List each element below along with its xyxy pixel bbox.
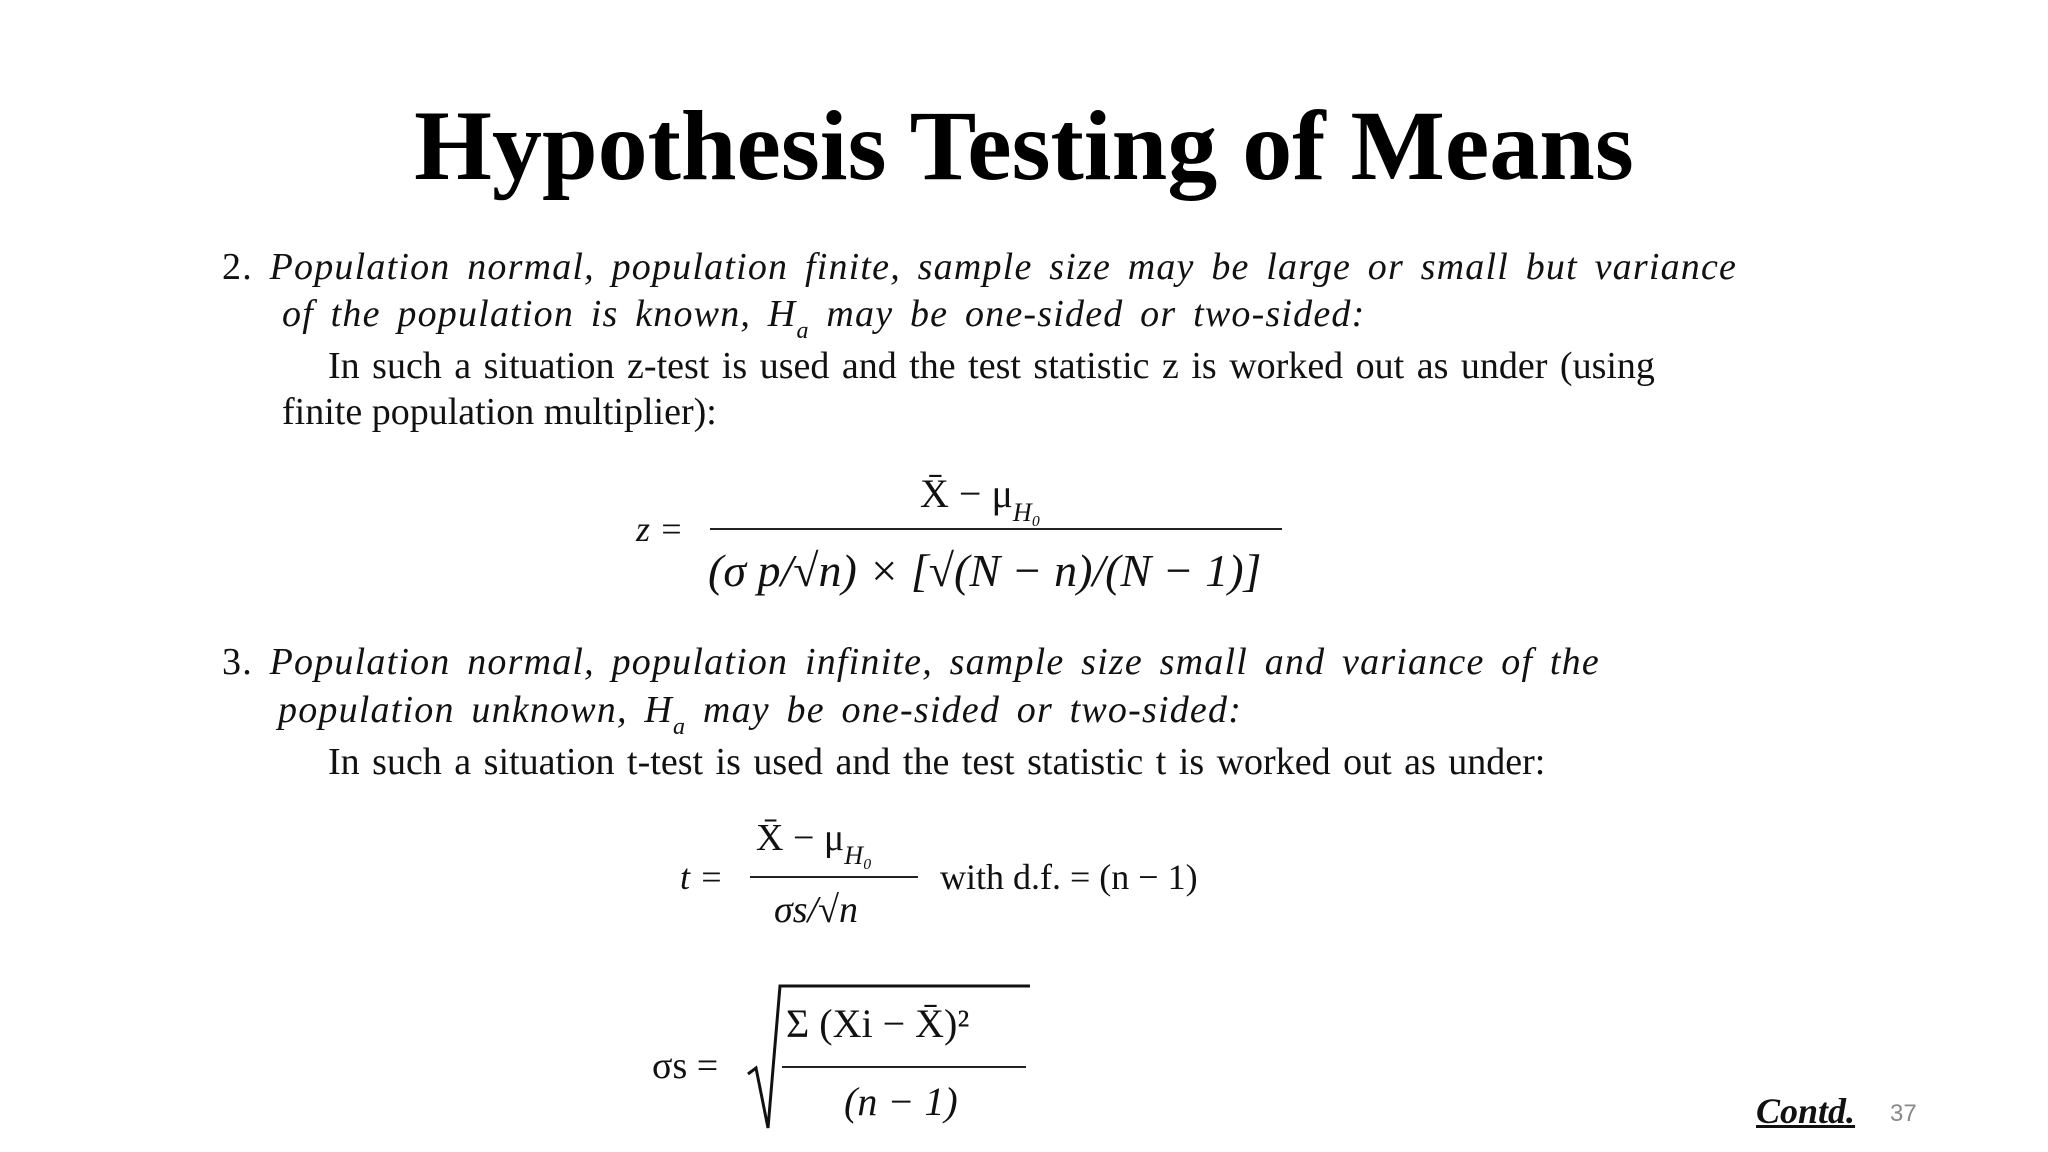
formula-t-denominator: σs/√n [774, 889, 858, 931]
formula-z-num-text: X̄ − μ [920, 471, 1013, 516]
formula-z-denominator: (σ p/√n) × [√(N − n)/(N − 1)] [708, 545, 1262, 596]
item3-heading-line2 [278, 688, 1243, 740]
item2-body-line1: In such a situation z-test is used and the test statistic z is worked out as under (using [328, 345, 1655, 387]
item2-heading2-sub: a [796, 318, 810, 344]
formula-sigma-numerator: Σ (Xi − X̄)² [786, 1001, 970, 1046]
item3-heading2-sub: a [673, 714, 687, 740]
item3-heading-line1 [222, 640, 1600, 684]
item2-heading-line2 [282, 292, 1366, 344]
formula-t-numerator [756, 816, 873, 870]
slide-title: Hypothesis Testing of Means [414, 90, 1634, 201]
formula-z-fraction-bar [710, 528, 1282, 530]
formula-t-lhs: t = [680, 857, 724, 897]
formula-t-num-sub: H₀ [844, 841, 873, 870]
item3-heading2-b: may be one-sided or two-sided: [686, 689, 1243, 731]
contd-link[interactable]: Contd. [1756, 1091, 1856, 1131]
item2-heading-line1 [222, 245, 1737, 289]
formula-t-fraction-bar [750, 876, 918, 878]
item3-number: 3. [222, 641, 253, 683]
item2-heading2-b: may be one-sided or two-sided: [809, 293, 1366, 335]
item3-heading-text: Population normal, population infinite, sample size small and variance of the [269, 641, 1600, 683]
formula-t-num-text: X̄ − μ [756, 817, 845, 859]
item2-number: 2. [222, 246, 253, 288]
formula-sigma-fraction-bar [782, 1066, 1026, 1068]
formula-sigma-lhs: σs = [652, 1045, 719, 1087]
item2-heading-text: Population normal, population finite, sample size may be large or small but variance [269, 246, 1738, 288]
item2-body-line2: finite population multiplier): [282, 391, 717, 433]
item2-heading2-a: of the population is known, H [282, 293, 797, 335]
formula-t-df: with d.f. = (n − 1) [940, 857, 1198, 897]
formula-z-lhs: z = [636, 509, 684, 549]
item3-body-line1: In such a situation t-test is used and the test statistic t is worked out as under: [328, 741, 1546, 783]
item3-heading2-a: population unknown, H [278, 689, 674, 731]
formula-sigma-denominator: (n − 1) [844, 1079, 958, 1124]
formula-z-num-sub: H₀ [1012, 498, 1041, 527]
page-number: 37 [1890, 1100, 1917, 1127]
formula-z-numerator [920, 470, 1041, 527]
